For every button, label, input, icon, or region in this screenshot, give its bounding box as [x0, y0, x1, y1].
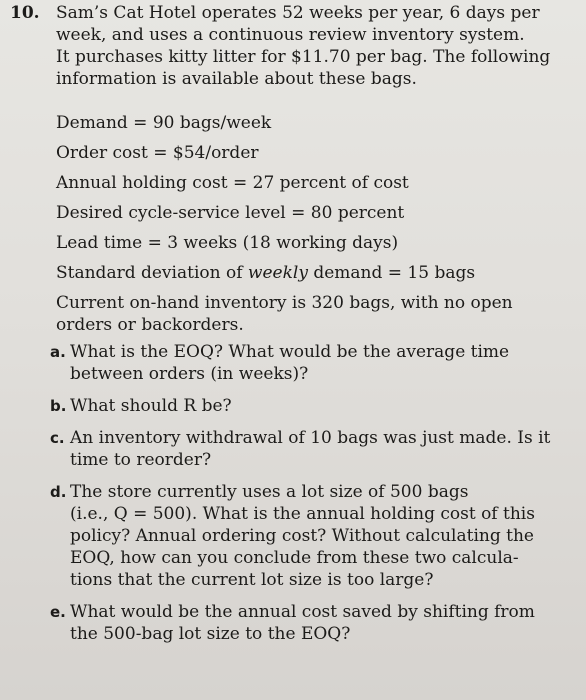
part-letter: e.: [50, 603, 66, 621]
intro-line: It purchases kitty litter for $11.70 per bag. The following: [56, 47, 551, 67]
part-a: [36, 341, 581, 385]
fact-std-dev: [56, 258, 576, 288]
fact-lead-time: Lead time = 3 weeks (18 working days): [56, 233, 399, 253]
problem-intro: [56, 2, 576, 90]
part-line: between orders (in weeks)?: [70, 364, 309, 384]
fact-on-hand: [56, 288, 576, 336]
part-line: An inventory withdrawal of 10 bags was just made. Is it: [70, 428, 551, 448]
part-line: time to reorder?: [70, 450, 212, 470]
part-b: [36, 395, 581, 417]
std-dev-prefix: Standard deviation of: [56, 263, 248, 283]
intro-line: information is available about these bags.: [56, 69, 417, 89]
on-hand-line: orders or backorders.: [56, 315, 244, 335]
part-letter: a.: [50, 343, 66, 361]
part-d: [36, 481, 581, 591]
part-line: What is the EOQ? What would be the average time: [70, 342, 510, 362]
std-dev-emphasis: weekly: [247, 263, 308, 283]
part-letter: d.: [50, 483, 67, 501]
part-line: (i.e., Q = 500). What is the annual holding cost of this: [70, 504, 535, 524]
fact-demand: Demand = 90 bags/week: [56, 113, 272, 133]
part-e: [36, 601, 581, 645]
part-line: The store currently uses a lot size of 500 bags: [70, 482, 469, 502]
on-hand-line: Current on-hand inventory is 320 bags, with no open: [56, 293, 513, 313]
given-data-list: [56, 108, 576, 336]
part-line: What should R be?: [70, 396, 232, 416]
intro-line: Sam’s Cat Hotel operates 52 weeks per year, 6 days per: [56, 3, 540, 23]
part-c: [36, 427, 581, 471]
std-dev-suffix: demand = 15 bags: [307, 263, 476, 283]
part-line: What would be the annual cost saved by shifting from: [70, 602, 535, 622]
part-line: the 500-bag lot size to the EOQ?: [70, 624, 351, 644]
fact-holding-cost: Annual holding cost = 27 percent of cost: [56, 173, 409, 193]
fact-order-cost: Order cost = $54/order: [56, 143, 259, 163]
part-letter: b.: [50, 397, 67, 415]
problem-number: 10.: [10, 3, 40, 23]
part-line: tions that the current lot size is too large?: [70, 570, 434, 590]
fact-service-level: Desired cycle-service level = 80 percent: [56, 203, 405, 223]
intro-line: week, and uses a continuous review inventory system.: [56, 25, 525, 45]
part-line: EOQ, how can you conclude from these two calcula-: [70, 548, 519, 568]
part-line: policy? Annual ordering cost? Without calculating the: [70, 526, 534, 546]
question-parts: [36, 341, 581, 655]
part-letter: c.: [50, 429, 65, 447]
